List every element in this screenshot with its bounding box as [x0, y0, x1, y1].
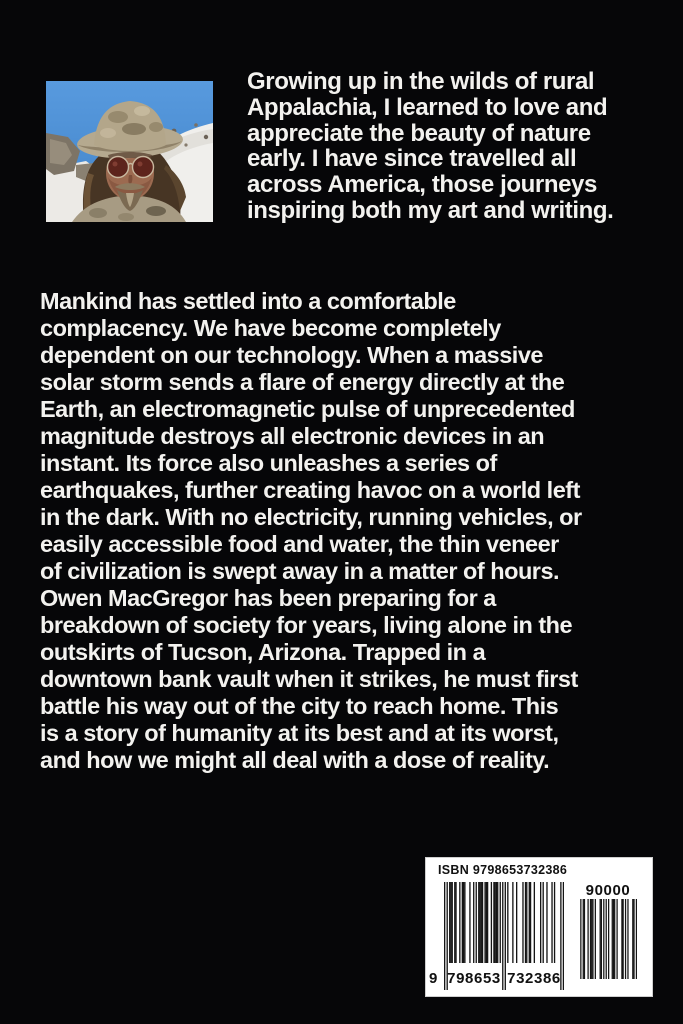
text-line: dependent on our technology. When a massive [40, 342, 543, 368]
price-code-label: 90000 [585, 882, 631, 899]
ean5-bars [579, 899, 637, 979]
text-line: early. I have since travelled all [247, 145, 577, 173]
text-line: of civilization is swept away in a matter of hours. [40, 558, 560, 584]
text-line: Appalachia, I learned to love and [247, 93, 608, 121]
text-line: magnitude destroys all electronic devices in an [40, 423, 545, 449]
text-line: easily accessible food and water, the thin veneer [40, 531, 559, 557]
text-line: instant. Its force also unleashes a series of [40, 450, 497, 476]
text-line: and how we might all deal with a dose of reality. [40, 747, 550, 773]
text-line: is a story of humanity at its best and at its worst, [40, 720, 559, 746]
text-line: inspiring both my art and writing. [247, 196, 614, 224]
text-line: in the dark. With no electricity, running vehicles, or [40, 504, 582, 530]
text-line: Mankind has settled into a comfortable [40, 288, 456, 314]
isbn-label: ISBN 9798653732386 [438, 863, 568, 877]
text-line: across America, those journeys [247, 171, 597, 199]
text-line: downtown bank vault when it strikes, he must first [40, 666, 578, 692]
book-synopsis-text [40, 288, 665, 774]
isbn-digit-group-2: 732386 [507, 970, 561, 987]
text-line: outskirts of Tucson, Arizona. Trapped in a [40, 639, 486, 665]
ean5-supplement-barcode [578, 883, 638, 979]
isbn-barcode-box [425, 857, 653, 997]
text-line: appreciate the beauty of nature [247, 119, 591, 147]
author-bio-text [247, 69, 657, 224]
text-line: Owen MacGregor has been preparing for a [40, 585, 496, 611]
author-photo [46, 81, 213, 222]
text-line: Earth, an electromagnetic pulse of unprecedented [40, 396, 575, 422]
ean13-barcode [429, 882, 564, 990]
isbn-digit-group-1: 798653 [447, 970, 501, 987]
text-line: earthquakes, further creating havoc on a world left [40, 477, 580, 503]
text-line: solar storm sends a flare of energy directly at the [40, 369, 565, 395]
text-line: Growing up in the wilds of rural [247, 68, 595, 95]
text-line: battle his way out of the city to reach home. This [40, 693, 559, 719]
text-line: complacency. We have become completely [40, 315, 501, 341]
text-line: breakdown of society for years, living alone in the [40, 612, 573, 638]
isbn-digit-prefix: 9 [429, 970, 438, 987]
